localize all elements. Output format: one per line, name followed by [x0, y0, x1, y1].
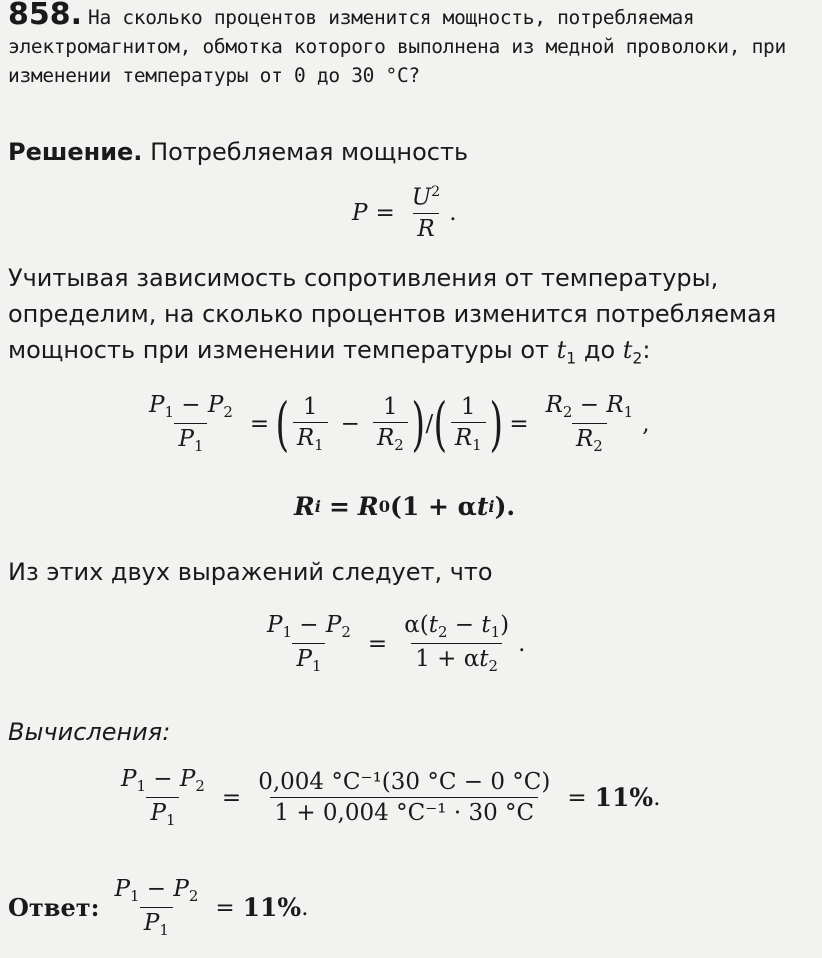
problem-text: На сколько процентов изменится мощность, потребляемая электромагнитом, обмотка которого выполнена из медной проволоки, при изменении температуры от 0 до 30 °С? — [8, 6, 786, 87]
solution-intro — [8, 134, 814, 170]
answer-label: Ответ: — [8, 893, 100, 923]
solution-paragraph-3: Из этих двух выражений следует, что — [8, 558, 493, 586]
solution-intro-text: Потребляемая мощность — [150, 138, 469, 166]
paragraph-2-text: Учитывая зависимость сопротивления от температуры, определим, на сколько процентов изменится потребляемая мощность при изменении температуры от — [8, 264, 777, 364]
formula-power: P = $\frac{U^2}{R}$ . — [352, 184, 457, 242]
calculation-label: Вычисления: — [8, 718, 171, 746]
formula-result: $\frac{P_1 - P_2}{P_1}$ = $\frac{\alpha(t_2 - t_1)}{1 + \alpha t_2}$ . — [267, 612, 526, 676]
answer: Ответ: $\frac{P_1 - P_2}{P_1}$ = 11% . — [8, 876, 309, 940]
calc-numerator: 0,004 °С⁻¹(30 °С − 0 °С) — [258, 769, 551, 796]
formula-resistance: R i = R 0 (1 + α t i ). — [294, 492, 516, 521]
solution-label: Решение. — [8, 138, 143, 166]
solution-paragraph-2: Учитывая зависимость сопротивления от температуры, определим, на сколько процентов изменится потребляемая мощность при изменении температуры от $t_1$ до $t_2$: — [8, 264, 777, 368]
calculation-header — [8, 718, 814, 746]
calc-denominator: 1 + 0,004 °С⁻¹ · 30 °С — [270, 797, 538, 826]
formula-calculation: $\frac{P_1 - P_2}{P_1}$ = $\frac{\text{0,004 °С⁻¹(30 °С − 0 °С)}}{\text{1 + 0,004 °С⁻¹ · 30 °С}}$ = 11% . — [121, 766, 661, 830]
formula-ratio: $\frac{P_1 - P_2}{P_1}$ = ( $\frac{1}{R_1}$ − $\frac{1}{R_2}$ ) / ( $\frac{1}{R_1}$ ) = $\frac{R_2 - R_1}{R_2}$ , — [149, 389, 650, 458]
calc-result: 11% — [594, 783, 654, 813]
answer-result: 11% — [242, 893, 302, 923]
from-to-word: до — [583, 336, 616, 364]
problem-statement — [8, 0, 814, 90]
problem-number: 858. — [8, 0, 83, 32]
